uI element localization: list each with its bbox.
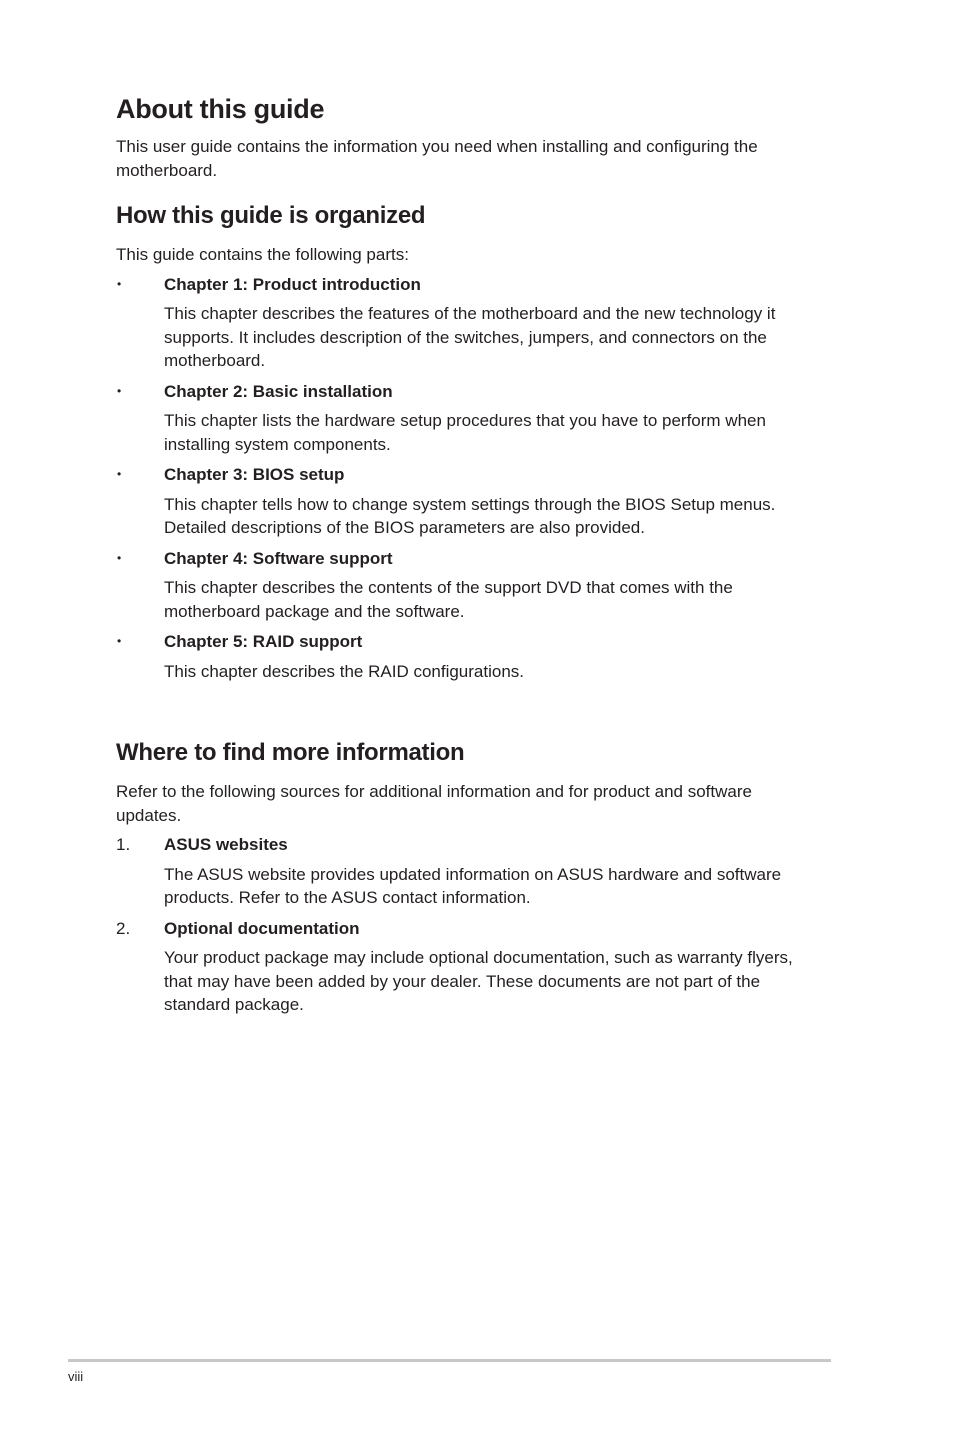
sources-list: [116, 833, 816, 1017]
list-item: [116, 917, 816, 1017]
list-item: [116, 463, 816, 540]
source-description: Your product package may include optional documentation, such as warranty flyers, that may have been added by your dealer. These documents are not part of the standard package.: [164, 948, 793, 1014]
chapter-title: Chapter 5: RAID support: [164, 632, 363, 651]
list-number: 1.: [116, 835, 131, 854]
bullet-marker: •: [117, 634, 122, 648]
list-item: [116, 273, 816, 373]
source-title: Optional documentation: [164, 918, 360, 938]
chapter-description: This chapter lists the hardware setup procedures that you have to perform when installing system components.: [164, 411, 766, 454]
chapter-title: Chapter 2: Basic installation: [164, 381, 393, 401]
list-item: [116, 380, 816, 457]
source-title: ASUS websites: [164, 835, 288, 854]
chapter-description: This chapter tells how to change system settings through the BIOS Setup menus. Detailed descriptions of the BIOS parameters are also provided.: [164, 494, 776, 537]
bullet-marker: •: [117, 550, 122, 565]
list-item: [116, 630, 816, 683]
section-heading-organized: How this guide is organized: [116, 202, 426, 229]
chapter-description: This chapter describes the contents of the support DVD that comes with the motherboard package and the software.: [164, 578, 733, 621]
chapter-title: Chapter 3: BIOS setup: [164, 465, 345, 484]
more-info-intro: Refer to the following sources for additional information and for product and software updates.: [116, 782, 752, 825]
document-page: [116, 92, 816, 1024]
source-description: The ASUS website provides updated information on ASUS hardware and software products. Refer to the ASUS contact information.: [164, 864, 782, 907]
list-number: 2.: [116, 918, 131, 938]
footer-divider: [68, 1359, 831, 1362]
section-spacer: [116, 690, 816, 738]
bullet-marker: •: [117, 467, 122, 481]
list-item: [116, 547, 816, 624]
chapter-description: This chapter describes the features of the motherboard and the new technology it supports. It includes description of the switches, jumpers, and connectors on the motherboard.: [164, 304, 776, 370]
chapter-list: [116, 273, 816, 684]
chapter-description: This chapter describes the RAID configurations.: [164, 661, 525, 681]
organized-intro: This guide contains the following parts:: [116, 245, 409, 264]
chapter-title: Chapter 4: Software support: [164, 548, 393, 568]
page-number: viii: [68, 1369, 84, 1384]
page-title: About this guide: [116, 94, 325, 124]
bullet-marker: •: [117, 383, 122, 398]
intro-paragraph: This user guide contains the information you need when installing and configuring the motherboard.: [116, 137, 758, 180]
chapter-title: Chapter 1: Product introduction: [164, 274, 421, 294]
list-item: [116, 833, 816, 910]
bullet-marker: •: [117, 276, 122, 291]
section-heading-more-info: Where to find more information: [116, 739, 465, 766]
